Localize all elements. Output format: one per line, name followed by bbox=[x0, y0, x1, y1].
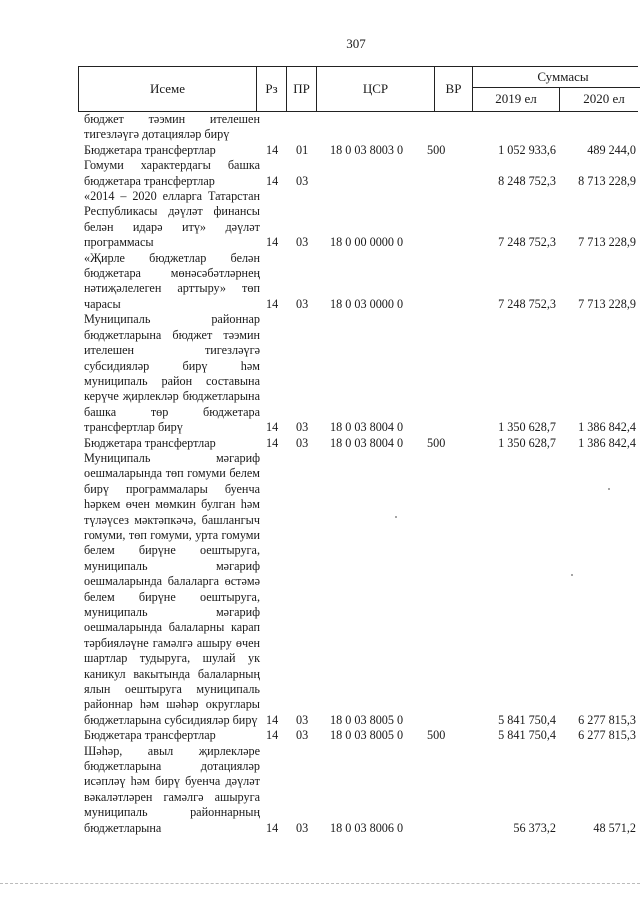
header-vr: ВР bbox=[435, 67, 473, 111]
row-csr: 18 0 03 0000 0 bbox=[330, 296, 404, 311]
row-2020: 48 571,2 bbox=[593, 820, 636, 835]
row-rz: 14 bbox=[266, 820, 279, 835]
row-name: Бюджетара трансфертлар bbox=[84, 142, 216, 157]
row-2020: 1 386 842,4 bbox=[578, 420, 636, 435]
row-rz: 14 bbox=[266, 235, 279, 250]
header-year-2020: 2020 ел bbox=[583, 91, 625, 106]
table-row bbox=[78, 143, 638, 158]
row-csr: 18 0 00 0000 0 bbox=[330, 235, 404, 250]
row-2019: 7 248 752,3 bbox=[498, 296, 556, 311]
scan-speck bbox=[571, 574, 573, 576]
row-name: «Җирле бюджетлар белән бюджетара мөнәсәбәтләрнең нәтиҗәлелеген арттыру» төп чарасы bbox=[84, 250, 260, 311]
row-name: Муниципаль мәгариф оешмаларында төп гомуми белем бирү программалары буенча һәркем өчен мөмкин булган һәм түләүсез мәктәпкәчә, башлангыч гомуми, төп гомуми, урта гомуми белем бирүне оештыруга, муниципаль мәгариф оешмаларында балаларга өстәмә белем бирүне оештыруга, муниципаль мәгариф оешмаларында балаларны карап тәрбияләүне гамәлгә ашыру өчен шартлар тудыруга, шулай ук каникул вакытында балаларның ялын оештыруга муниципаль районнар һәм шәһәр округлары бюджетларына субсидияләр бирү bbox=[84, 450, 260, 727]
budget-table bbox=[78, 66, 638, 836]
row-pr: 03 bbox=[296, 435, 309, 450]
row-2019: 56 373,2 bbox=[513, 820, 556, 835]
row-2020: 1 386 842,4 bbox=[578, 435, 636, 450]
row-2020: 7 713 228,9 bbox=[578, 235, 636, 250]
row-pr: 03 bbox=[296, 712, 309, 727]
table-row bbox=[78, 251, 638, 313]
row-2020: 6 277 815,3 bbox=[578, 728, 636, 743]
page-number: 307 bbox=[346, 36, 366, 51]
row-name: Бюджетара трансфертлар bbox=[84, 435, 216, 450]
header-sums: Суммасы bbox=[473, 67, 640, 88]
row-2020: 7 713 228,9 bbox=[578, 296, 636, 311]
row-2019: 1 052 933,6 bbox=[498, 142, 556, 157]
row-rz: 14 bbox=[266, 142, 279, 157]
row-csr: 18 0 03 8005 0 bbox=[330, 728, 404, 743]
row-csr: 18 0 03 8006 0 bbox=[330, 820, 404, 835]
row-csr: 18 0 03 8005 0 bbox=[330, 712, 404, 727]
scan-speck bbox=[608, 488, 610, 490]
row-csr: 18 0 03 8003 0 bbox=[330, 142, 404, 157]
row-name: Муниципаль районнар бюджетларына бюджет тәэмин ителешен тигезләүгә субсидияләр бирү һәм муниципаль район составына керүче җирлекләр бюджетларына башка төр бюджетара трансфертлар бирү bbox=[84, 312, 260, 435]
table-row bbox=[78, 189, 638, 251]
scan-speck bbox=[395, 516, 397, 518]
row-rz: 14 bbox=[266, 712, 279, 727]
row-2020: 6 277 815,3 bbox=[578, 712, 636, 727]
row-csr: 18 0 03 8004 0 bbox=[330, 420, 404, 435]
table-header bbox=[78, 66, 638, 112]
table-row bbox=[78, 158, 638, 189]
row-2019: 5 841 750,4 bbox=[498, 712, 556, 727]
row-name: Гомуми характердагы башка бюджетара трансфертлар bbox=[84, 158, 260, 188]
table-row bbox=[78, 744, 638, 836]
row-vr: 500 bbox=[427, 435, 446, 450]
header-name: Исеме bbox=[79, 67, 257, 111]
table-row bbox=[78, 451, 638, 728]
table-row bbox=[78, 112, 638, 143]
header-pr: ПР bbox=[287, 67, 317, 111]
row-pr: 03 bbox=[296, 820, 309, 835]
row-pr: 03 bbox=[296, 235, 309, 250]
row-pr: 03 bbox=[296, 296, 309, 311]
row-name: Бюджетара трансфертлар bbox=[84, 728, 216, 743]
row-csr: 18 0 03 8004 0 bbox=[330, 435, 404, 450]
table-body bbox=[78, 112, 638, 836]
row-2019: 7 248 752,3 bbox=[498, 235, 556, 250]
row-pr: 03 bbox=[296, 420, 309, 435]
row-name: «2014 – 2020 елларга Татарстан Республикасы дәүләт финансы белән идарә итү» дәүләт программасы bbox=[84, 189, 260, 250]
header-csr: ЦСР bbox=[317, 67, 435, 111]
row-pr: 01 bbox=[296, 142, 309, 157]
row-rz: 14 bbox=[266, 173, 279, 188]
row-rz: 14 bbox=[266, 296, 279, 311]
row-rz: 14 bbox=[266, 435, 279, 450]
header-rz: Рз bbox=[257, 67, 287, 111]
row-2019: 8 248 752,3 bbox=[498, 173, 556, 188]
row-2019: 1 350 628,7 bbox=[498, 435, 556, 450]
table-row bbox=[78, 436, 638, 451]
row-rz: 14 bbox=[266, 728, 279, 743]
row-rz: 14 bbox=[266, 420, 279, 435]
scan-edge-line bbox=[0, 883, 640, 884]
row-pr: 03 bbox=[296, 173, 309, 188]
row-name: бюджет тәэмин ителешен тигезләүгә дотацияләр бирү bbox=[84, 112, 260, 142]
header-year-2019: 2019 ел bbox=[473, 87, 560, 111]
row-2019: 5 841 750,4 bbox=[498, 728, 556, 743]
row-2019: 1 350 628,7 bbox=[498, 420, 556, 435]
table-row bbox=[78, 312, 638, 435]
table-row bbox=[78, 728, 638, 743]
row-2020: 489 244,0 bbox=[587, 142, 636, 157]
row-vr: 500 bbox=[427, 142, 446, 157]
row-2020: 8 713 228,9 bbox=[578, 173, 636, 188]
row-pr: 03 bbox=[296, 728, 309, 743]
row-vr: 500 bbox=[427, 728, 446, 743]
row-name: Шәһәр, авыл җирлекләре бюджетларына дотацияләр исәпләү һәм бирү буенча дәүләт вәкаләтләрен гамәлгә ашыруга муниципаль районнарның бюджетларына bbox=[84, 743, 260, 835]
